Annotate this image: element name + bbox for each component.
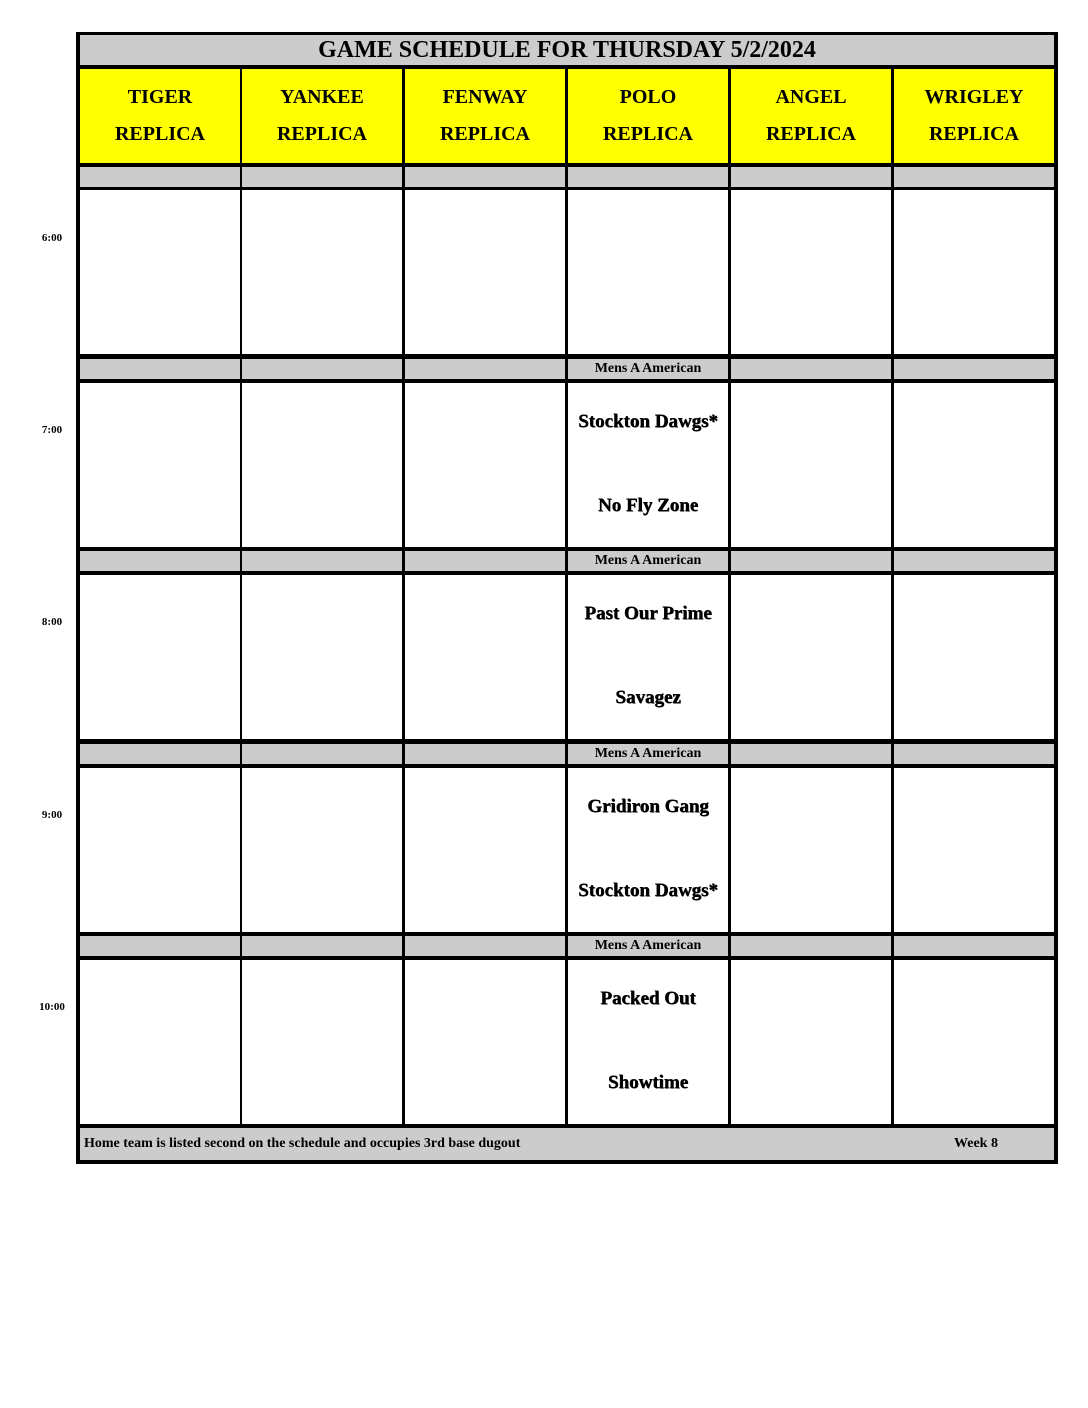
division-band [568, 744, 728, 764]
division-band [731, 936, 891, 956]
game-cell[interactable] [405, 960, 565, 1124]
game-cell[interactable] [568, 768, 728, 932]
game-cell[interactable] [731, 190, 891, 354]
division-band [405, 167, 565, 187]
game-cell[interactable] [405, 190, 565, 354]
game-cell[interactable] [731, 960, 891, 1124]
field-header-0 [80, 69, 240, 163]
game-cell[interactable] [242, 383, 402, 547]
home-team: Savagez [615, 687, 681, 708]
field-name: POLO [619, 86, 677, 108]
away-team: Gridiron Gang [587, 796, 709, 817]
division-band [568, 551, 728, 571]
division-label: Mens A American [594, 938, 702, 953]
game-cell[interactable] [405, 575, 565, 739]
game-cell[interactable] [731, 575, 891, 739]
game-cell[interactable] [80, 960, 240, 1124]
field-sub: REPLICA [928, 123, 1019, 145]
game-cell[interactable] [80, 383, 240, 547]
division-band [731, 744, 891, 764]
field-header-4 [731, 69, 891, 163]
division-band [731, 359, 891, 379]
time-label: 7:00 [41, 424, 63, 436]
home-team: No Fly Zone [597, 495, 699, 516]
away-team: Packed Out [600, 988, 696, 1009]
game-cell[interactable] [894, 575, 1054, 739]
game-cell[interactable] [568, 575, 728, 739]
home-team: Showtime [607, 1072, 689, 1093]
field-name: TIGER [127, 86, 193, 108]
game-cell[interactable] [731, 768, 891, 932]
division-band [80, 359, 240, 379]
time-label: 8:00 [41, 616, 63, 628]
field-sub: REPLICA [276, 123, 367, 145]
division-label: Mens A American [594, 746, 702, 761]
field-sub: REPLICA [114, 123, 205, 145]
division-band [568, 936, 728, 956]
game-cell[interactable] [894, 383, 1054, 547]
schedule-grid [76, 32, 1058, 1164]
field-name: YANKEE [280, 86, 364, 108]
time-label: 10:00 [39, 1001, 65, 1013]
division-band [80, 936, 240, 956]
field-header-1 [242, 69, 402, 163]
division-band [568, 167, 728, 187]
game-cell[interactable] [80, 575, 240, 739]
division-band [731, 551, 891, 571]
game-cell[interactable] [405, 383, 565, 547]
field-header-2 [405, 69, 565, 163]
division-band [405, 936, 565, 956]
division-label: Mens A American [594, 553, 702, 568]
game-cell[interactable] [80, 190, 240, 354]
game-cell[interactable] [242, 575, 402, 739]
division-band [80, 167, 240, 187]
division-band [894, 167, 1054, 187]
away-team: Stockton Dawgs* [578, 411, 718, 432]
division-band [894, 359, 1054, 379]
footer-note: Home team is listed second on the schedule and occupies 3rd base dugout [84, 1136, 521, 1151]
division-band [242, 551, 402, 571]
time-label: 9:00 [41, 809, 63, 821]
field-header-3 [568, 69, 728, 163]
field-sub: REPLICA [439, 123, 530, 145]
game-cell[interactable] [568, 190, 728, 354]
division-band [894, 936, 1054, 956]
division-band [894, 744, 1054, 764]
division-band [242, 744, 402, 764]
division-band [405, 359, 565, 379]
division-band [80, 744, 240, 764]
game-cell[interactable] [568, 383, 728, 547]
field-name: WRIGLEY [924, 86, 1024, 108]
field-name: ANGEL [775, 86, 847, 108]
division-band [242, 936, 402, 956]
game-cell[interactable] [242, 960, 402, 1124]
field-header-5 [894, 69, 1054, 163]
page-title: GAME SCHEDULE FOR THURSDAY 5/2/2024 [80, 35, 1054, 65]
home-team: Stockton Dawgs* [578, 880, 718, 901]
field-sub: REPLICA [765, 123, 856, 145]
division-band [894, 551, 1054, 571]
game-cell[interactable] [894, 190, 1054, 354]
game-cell[interactable] [242, 190, 402, 354]
division-band [242, 167, 402, 187]
time-label: 6:00 [41, 232, 63, 244]
away-team: Past Our Prime [584, 603, 712, 624]
division-band [80, 551, 240, 571]
week-label: Week 8 [954, 1136, 998, 1151]
division-band [405, 744, 565, 764]
division-band [568, 359, 728, 379]
game-cell[interactable] [894, 960, 1054, 1124]
footer [80, 1128, 1054, 1160]
division-band [731, 167, 891, 187]
game-cell[interactable] [242, 768, 402, 932]
division-label: Mens A American [594, 361, 702, 376]
game-cell[interactable] [894, 768, 1054, 932]
field-name: FENWAY [442, 86, 528, 108]
game-cell[interactable] [80, 768, 240, 932]
division-band [242, 359, 402, 379]
game-cell[interactable] [568, 960, 728, 1124]
division-band [405, 551, 565, 571]
game-cell[interactable] [405, 768, 565, 932]
game-cell[interactable] [731, 383, 891, 547]
field-sub: REPLICA [602, 123, 693, 145]
